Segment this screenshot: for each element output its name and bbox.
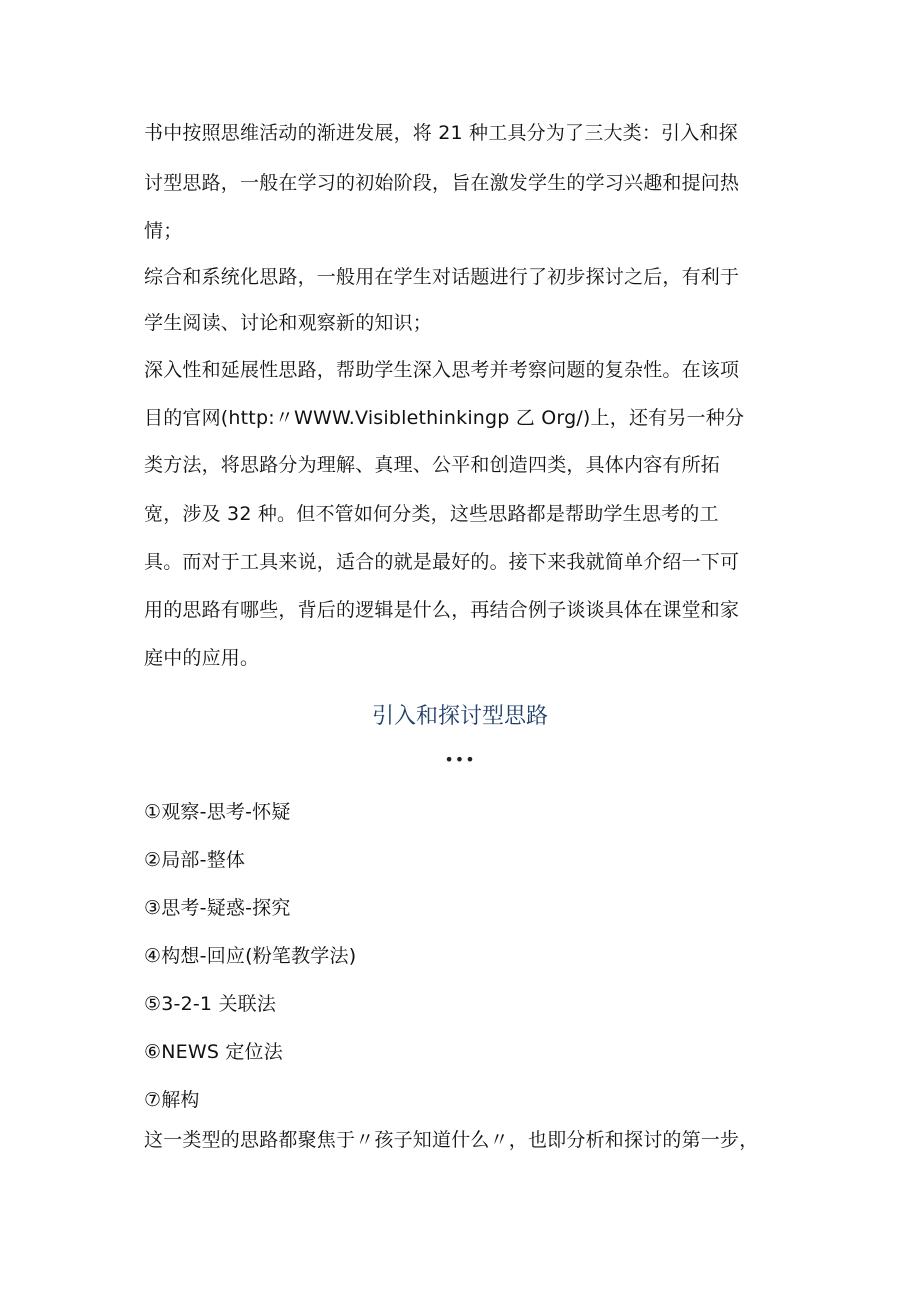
- paragraph-line: 宽，涉及 32 种。但不管如何分类，这些思路都是帮助学生思考的工: [144, 503, 719, 525]
- closing-line: 这一类型的思路都聚焦于〃孩子知道什么〃，也即分析和探讨的第一步，: [144, 1129, 759, 1151]
- paragraph-line: 具。而对于工具来说，适合的就是最好的。接下来我就简单介绍一下可: [144, 551, 740, 573]
- paragraph-line: 书中按照思维活动的渐进发展，将 21 种工具分为了三大类：引入和探: [144, 122, 738, 144]
- section-heading: 引入和探讨型思路: [371, 704, 548, 729]
- paragraph-line: 用的思路有哪些，背后的逻辑是什么，再结合例子谈谈具体在课堂和家: [144, 599, 740, 621]
- paragraph-line: 深入性和延展性思路，帮助学生深入思考并考察问题的复杂性。在该项: [144, 359, 740, 381]
- list-item: ⑤3-2-1 关联法: [144, 993, 277, 1015]
- paragraph-line: 庭中的应用。: [144, 647, 260, 669]
- separator-dots: •••: [444, 750, 476, 769]
- list-item: ⑦解构: [144, 1089, 200, 1111]
- paragraph-line: 类方法，将思路分为理解、真理、公平和创造四类，具体内容有所拓: [144, 454, 721, 476]
- list-item: ④构想-回应(粉笔教学法): [144, 945, 357, 967]
- paragraph-line: 综合和系统化思路，一般用在学生对话题进行了初步探讨之后，有利于: [144, 266, 740, 288]
- list-item: ③思考-疑惑-探究: [144, 897, 291, 919]
- paragraph-line: 讨型思路，一般在学习的初始阶段，旨在激发学生的学习兴趣和提问热: [144, 172, 740, 194]
- list-item: ①观察-思考-怀疑: [144, 801, 291, 823]
- paragraph-line: 学生阅读、讨论和观察新的知识；: [144, 312, 433, 334]
- paragraph-line: 目的官网(http:〃WWW.Visiblethinkingp 乙 Org/)上，还有另一种分: [144, 407, 745, 429]
- list-item: ②局部-整体: [144, 849, 246, 871]
- paragraph-line: 情；: [144, 220, 183, 242]
- list-item: ⑥NEWS 定位法: [144, 1041, 283, 1063]
